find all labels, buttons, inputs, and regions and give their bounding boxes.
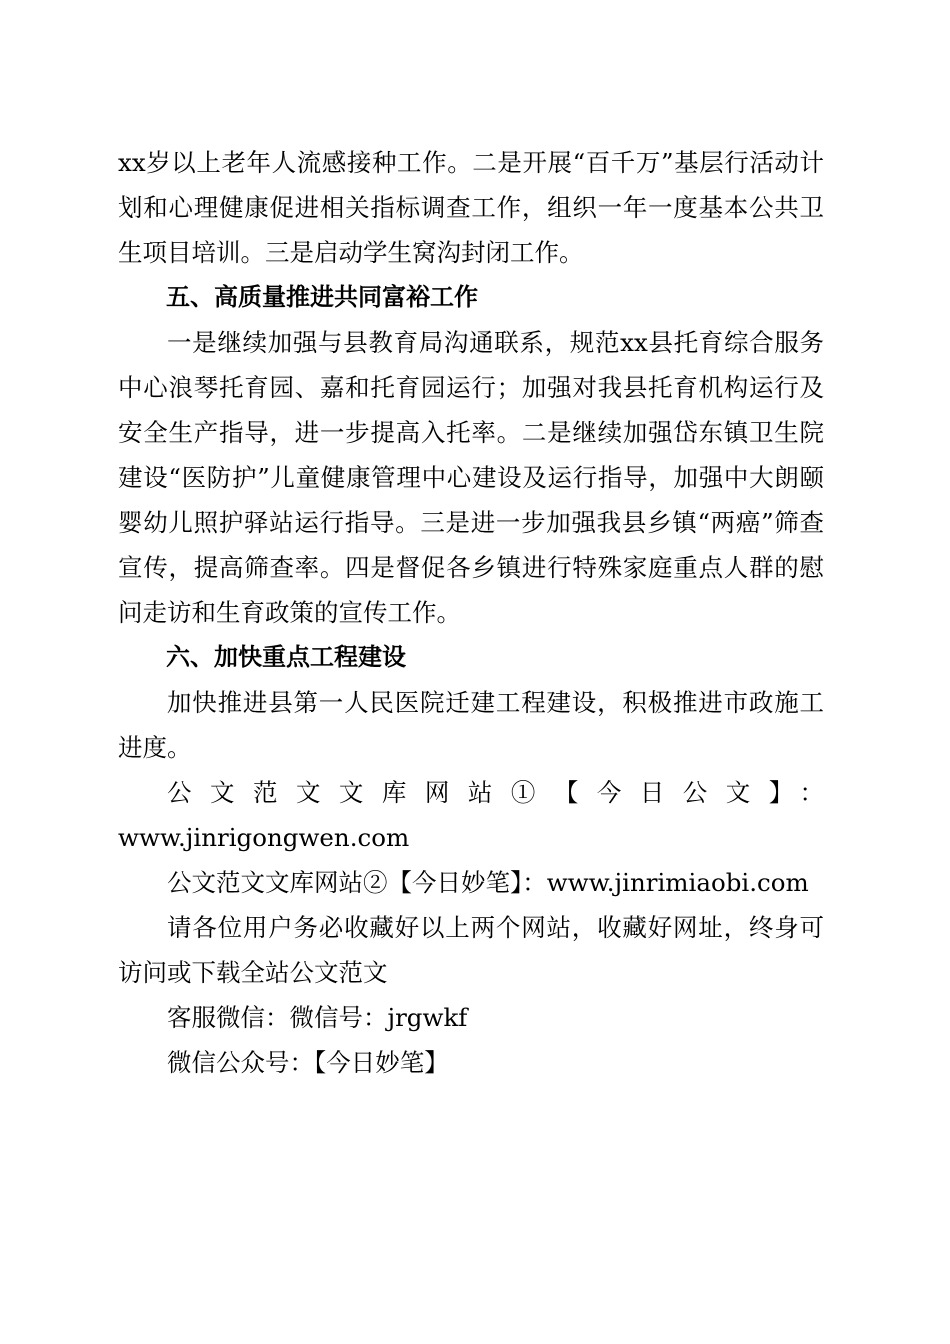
section-heading-5: 五、高质量推进共同富裕工作 bbox=[166, 283, 478, 311]
customer-service-wechat: 客服微信：微信号：jrgwkf bbox=[167, 1003, 468, 1032]
wechat-official-account: 微信公众号：【今日妙笔】 bbox=[167, 1048, 449, 1077]
website-1-url: www.jinrigongwen.com bbox=[118, 823, 410, 852]
bookmark-notice: 请各位用户务必收藏好以上两个网站，收藏好网址，终身可访问或下载全站公文范文 bbox=[118, 913, 824, 987]
website-1-label: 公文范文文库网站①【今日公文】： bbox=[167, 778, 824, 807]
website-2-line: 公文范文文库网站②【今日妙笔】：www.jinrimiaobi.com bbox=[167, 868, 809, 897]
section-heading-6: 六、加快重点工程建设 bbox=[166, 643, 406, 671]
paragraph-key-projects: 加快推进县第一人民医院迁建工程建设，积极推进市政施工进度。 bbox=[118, 688, 824, 762]
paragraph-common-prosperity: 一是继续加强与县教育局沟通联系，规范xx县托育综合服务中心浪琴托育园、嘉和托育园运行；加强对我县托育机构运行及安全生产指导，进一步提高入托率。二是继续加强岱东镇卫生院建设“医防护”儿童健康管理中心建设及运行指导，加强中大朗颐婴幼儿照护驿站运行指导。三是进一步加强我县乡镇“两癌”筛查宣传，提高筛查率。四是督促各乡镇进行特殊家庭重点人群的慰问走访和生育政策的宣传工作。 bbox=[118, 328, 824, 627]
document-body bbox=[118, 140, 824, 1085]
paragraph-continued: xx岁以上老年人流感接种工作。二是开展“百千万”基层行活动计划和心理健康促进相关指标调查工作，组织一年一度基本公共卫生项目培训。三是启动学生窝沟封闭工作。 bbox=[118, 148, 824, 267]
